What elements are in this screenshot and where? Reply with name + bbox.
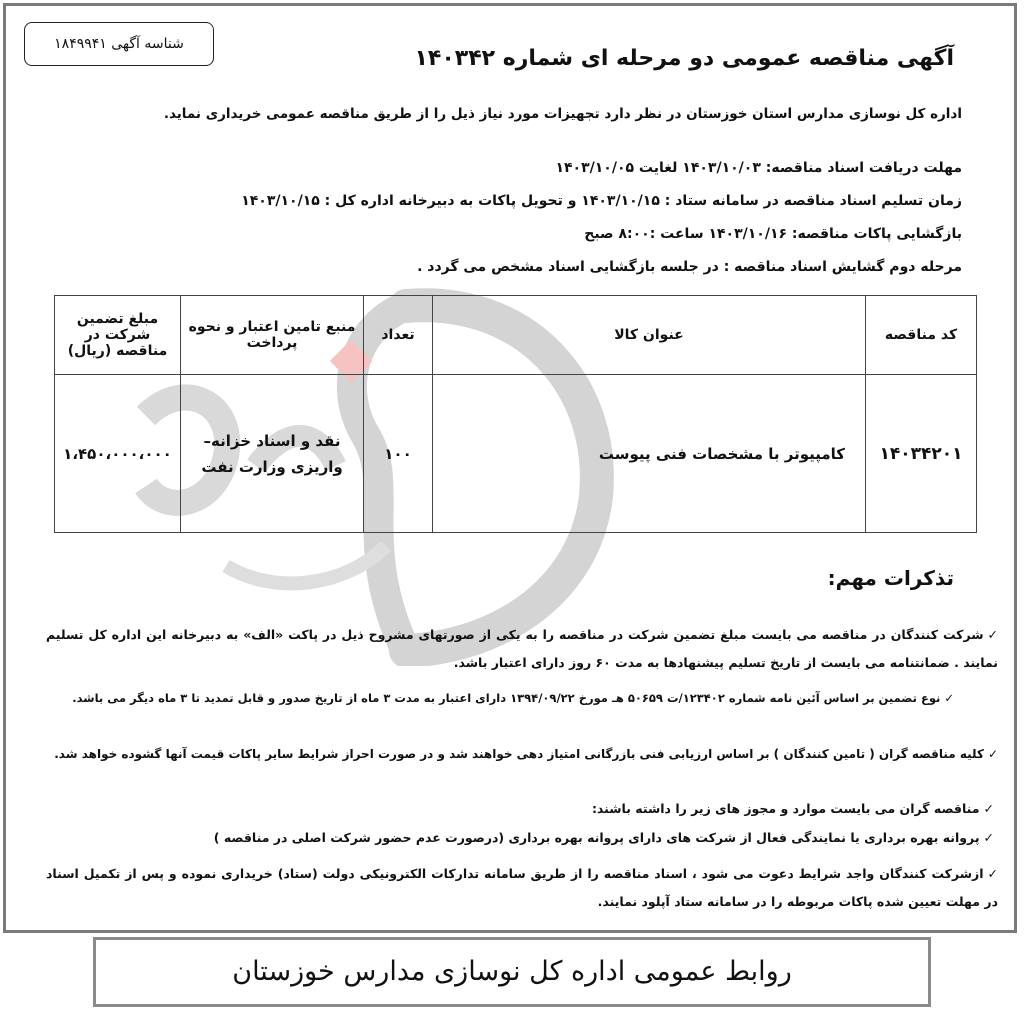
note-text: نوع تضمین بر اساس آئین نامه شماره ۱۲۳۴۰۲/ت ۵۰۶۵۹ هـ مورخ ۱۳۹۴/۰۹/۲۲ دارای اعتبار به مدت ۳ ماه از تاریخ صدور و قابل تمدید تا ۳ ماه دیگر می باشد. [72, 691, 941, 705]
note-text: مناقصه گران می بایست موارد و مجوز های زیر را داشته باشند: [591, 801, 980, 816]
note-item [214, 824, 994, 852]
checkmark-icon: ✓ [983, 801, 994, 816]
tender-table [54, 295, 977, 533]
checkmark-icon: ✓ [983, 830, 994, 845]
schedule-deadline: مهلت دریافت اسناد مناقصه: ۱۴۰۳/۱۰/۰۳ لغایت ۱۴۰۳/۱۰/۰۵ [555, 160, 962, 176]
checkmark-icon: ✓ [987, 747, 998, 761]
header-guarantee: مبلغ تضمین شرکت در مناقصه (ریال) [55, 296, 181, 375]
checkmark-icon: ✓ [987, 627, 998, 642]
ad-id-number: ۱۸۴۹۹۴۱ [54, 36, 107, 52]
cell-code: ۱۴۰۳۴۲۰۱ [866, 375, 977, 533]
schedule-opening: بازگشایی پاکات مناقصه: ۱۴۰۳/۱۰/۱۶ ساعت :۸:۰۰ صبح [584, 226, 962, 242]
cell-item: کامپیوتر با مشخصات فنی پیوست [433, 375, 866, 533]
note-item [46, 740, 998, 768]
checkmark-icon: ✓ [944, 691, 954, 705]
header-quantity: تعداد [364, 296, 433, 375]
table-row [55, 375, 977, 533]
page-title: آگهی مناقصه عمومی دو مرحله ای شماره ۱۴۰۳۴۲ [414, 46, 954, 71]
footer-publisher: روابط عمومی اداره کل نوسازی مدارس خوزستان [93, 937, 931, 1007]
note-item [46, 860, 998, 916]
note-item [46, 621, 998, 677]
cell-funding: نقد و اسناد خزانه– واریزی وزارت نفت [181, 375, 364, 533]
note-text: پروانه بهره برداری یا نمایندگی فعال از شرکت های دارای پروانه بهره برداری (درصورت عدم حضور شرکت اصلی در مناقصه ) [213, 830, 980, 845]
note-text: کلیه مناقصه گران ( تامین کنندگان ) بر اساس ارزیابی فنی بازرگانی امتیاز دهی خواهند شد و در صورت احراز شرایط سایر پاکات قیمت آنها گشوده خواهد شد. [54, 747, 984, 761]
cell-quantity: ۱۰۰ [364, 375, 433, 533]
checkmark-icon: ✓ [987, 866, 998, 881]
note-item [46, 684, 954, 712]
schedule-submission: زمان تسلیم اسناد مناقصه در سامانه ستاد : ۱۴۰۳/۱۰/۱۵ و تحویل پاکات به دبیرخانه اداره کل : ۱۴۰۳/۱۰/۱۵ [241, 193, 962, 209]
note-text: شرکت کنندگان در مناقصه می بایست مبلغ تضمین شرکت در مناقصه را به یکی از صورتهای مشروح ذیل در پاکت «الف» به دبیرخانه این اداره کل تسلیم نمایند . ضمانتنامه می بایست از تاریخ تسلیم پیشنهادها به مدت ۶۰ روز دارای اعتبار باشد. [46, 627, 998, 670]
header-code: کد مناقصه [866, 296, 977, 375]
header-funding: منبع تامین اعتبار و نحوه پرداخت [181, 296, 364, 375]
schedule-stage-two: مرحله دوم گشایش اسناد مناقصه : در جلسه بازگشایی اسناد مشخص می گردد . [417, 259, 962, 275]
ad-frame [3, 3, 1017, 933]
note-text: ازشرکت کنندگان واجد شرایط دعوت می شود ، اسناد مناقصه را از طریق سامانه تدارکات الکترونیکی دولت (ستاد) خریداری نموده و پس از تکمیل اسناد در مهلت تعیین شده پاکات مربوطه را در سامانه ستاد آپلود نمایند. [46, 866, 998, 909]
ad-id-box [24, 22, 214, 66]
note-item [592, 795, 994, 823]
table-header-row [55, 296, 977, 375]
notes-title: تذکرات مهم: [827, 566, 954, 590]
ad-id-label: شناسه آگهی [111, 36, 184, 52]
header-item: عنوان کالا [433, 296, 866, 375]
cell-guarantee: ۱،۴۵۰،۰۰۰،۰۰۰ [55, 375, 181, 533]
intro-text: اداره کل نوسازی مدارس استان خوزستان در نظر دارد تجهیزات مورد نیاز ذیل را از طریق مناقصه عمومی خریداری نماید. [163, 106, 962, 122]
